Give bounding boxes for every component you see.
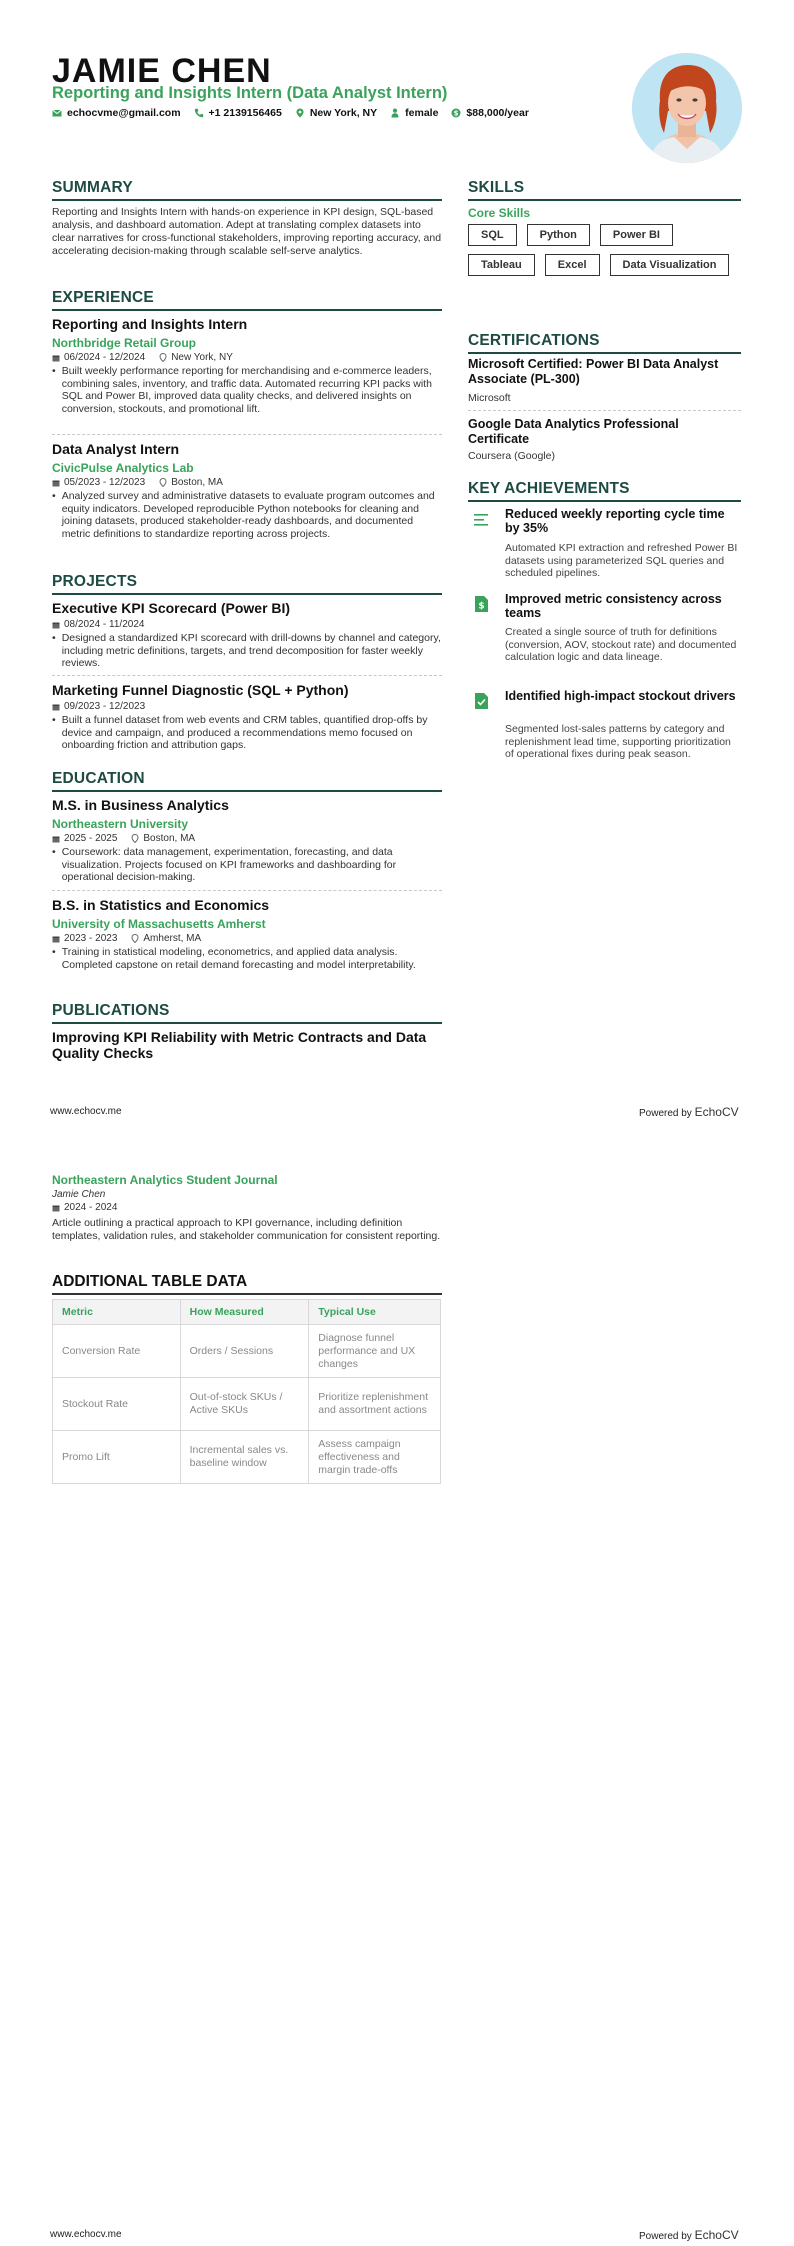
skills-tag-list xyxy=(468,224,741,276)
experience-bullet-text: Analyzed survey and administrative datasets to evaluate program outcomes and equity indicators. Developed reproducible Python notebooks for cleaning and joining datasets, produced stakeholder-ready dashboards, and documented metric definitions to standardize reporting across projects. xyxy=(61,490,435,540)
experience-meta xyxy=(52,477,223,488)
contact-location xyxy=(295,107,377,119)
experience-dates: 05/2023 - 12/2023 xyxy=(64,477,146,488)
dollar-doc-icon xyxy=(475,596,488,612)
location-pin-icon xyxy=(159,353,167,362)
table-header-cell: Metric xyxy=(53,1300,181,1325)
table-cell: Promo Lift xyxy=(53,1431,181,1484)
education-meta xyxy=(52,933,201,944)
project-dates: 08/2024 - 11/2024 xyxy=(64,619,145,630)
footer-powered-label: Powered by xyxy=(639,2231,692,2242)
project-name: Marketing Funnel Diagnostic (SQL + Python) xyxy=(52,682,349,698)
certification-name: Microsoft Certified: Power BI Data Analyst Associate (PL-300) xyxy=(468,357,719,386)
experience-bullet: • Built weekly performance reporting for merchandising and e-commerce leaders, combining sales, inventory, and traffic data. Automated recurring KPI packs with SQL and Power BI, improved data quality checks, and delivered insights on conversion, stockouts, and promotional lift. xyxy=(52,365,442,415)
experience-meta xyxy=(52,352,233,363)
lines-icon xyxy=(474,513,488,527)
footer-url[interactable]: www.echocv.me xyxy=(50,1106,122,1117)
certifications-heading: CERTIFICATIONS xyxy=(468,332,741,354)
achievement-desc: Segmented lost-sales patterns by category and replenishment lead time, supporting prioritization of operational fixes during peak season. xyxy=(505,723,731,760)
education-bullet-text: Coursework: data management, experimentation, forecasting, and data visualization. Projects focused on KPI frameworks and dashboarding for operational decision-making. xyxy=(61,846,397,883)
table-cell: Assess campaign effectiveness and margin trade-offs xyxy=(309,1431,441,1484)
additional-table-heading: ADDITIONAL TABLE DATA xyxy=(52,1273,442,1295)
email-icon xyxy=(52,108,62,118)
achievement-title: Improved metric consistency across teams xyxy=(505,592,722,620)
skills-heading: SKILLS xyxy=(468,179,741,201)
contact-location-text: New York, NY xyxy=(309,107,378,119)
experience-org: CivicPulse Analytics Lab xyxy=(52,461,194,475)
summary-heading: SUMMARY xyxy=(52,179,442,201)
experience-role: Data Analyst Intern xyxy=(52,441,180,457)
skill-tag: Excel xyxy=(545,254,600,276)
footer-powered-by xyxy=(639,1105,739,1119)
table-cell: Conversion Rate xyxy=(53,1325,181,1378)
certification-issuer: Microsoft xyxy=(468,392,511,404)
project-bullet-text: Designed a standardized KPI scorecard with drill-downs by channel and category, including metric definitions, targets, and trend decomposition for faster weekly reviews. xyxy=(61,632,441,669)
table-cell: Diagnose funnel performance and UX changes xyxy=(309,1325,441,1378)
contact-bar xyxy=(52,107,529,119)
table-header-row xyxy=(53,1300,441,1325)
footer-url[interactable]: www.echocv.me xyxy=(50,2229,122,2240)
table-cell: Orders / Sessions xyxy=(180,1325,309,1378)
contact-salary xyxy=(451,107,528,119)
footer-brand: EchoCV xyxy=(694,1105,739,1119)
table-row xyxy=(53,1325,441,1378)
doc-check-icon xyxy=(475,693,488,709)
divider xyxy=(52,434,442,435)
publications-heading: PUBLICATIONS xyxy=(52,1002,442,1024)
certification-issuer: Coursera (Google) xyxy=(468,450,555,462)
location-pin-icon xyxy=(159,478,167,487)
certification-name: Google Data Analytics Professional Certificate xyxy=(468,417,679,446)
footer-brand: EchoCV xyxy=(694,2228,739,2242)
publication-venue: Northeastern Analytics Student Journal xyxy=(52,1173,278,1187)
location-pin-icon xyxy=(131,934,139,943)
education-school: University of Massachusetts Amherst xyxy=(52,917,266,931)
contact-gender xyxy=(390,107,438,119)
skill-tag: Python xyxy=(527,224,590,246)
summary-text: Reporting and Insights Intern with hands-on experience in KPI design, SQL-based analysis, and dashboard automation. Adept at translating complex datasets into clear narratives for cross-functional stakeholders, improving reporting accuracy, and accelerating decision-making through scalable self-serve analytics. xyxy=(52,206,442,257)
project-bullet-text: Built a funnel dataset from web events and CRM tables, quantified drop-offs by device and campaign, and produced a recommendations memo focused on onboarding friction and attribution gaps. xyxy=(61,714,428,751)
publication-description: Article outlining a practical approach to KPI governance, including definition templates, validation rules, and stakeholder communication for consistent reporting. xyxy=(52,1217,441,1242)
achievement-desc: Created a single source of truth for definitions (conversion, AOV, stockout rate) and documented calculation logic and data lineage. xyxy=(505,626,737,663)
divider xyxy=(52,890,442,891)
contact-phone-text: +1 2139156465 xyxy=(208,107,282,119)
skill-tag: Data Visualization xyxy=(610,254,730,276)
dollar-icon xyxy=(451,108,461,118)
table-cell: Incremental sales vs. baseline window xyxy=(180,1431,309,1484)
calendar-icon xyxy=(52,703,60,711)
experience-location: Boston, MA xyxy=(171,477,223,488)
experience-heading: EXPERIENCE xyxy=(52,289,442,311)
education-meta xyxy=(52,833,195,844)
education-dates: 2025 - 2025 xyxy=(64,833,118,844)
education-location: Amherst, MA xyxy=(143,933,202,944)
calendar-icon xyxy=(52,1204,60,1212)
education-bullet: • Training in statistical modeling, econometrics, and applied data analysis. Completed capstone on retail demand forecasting and model interpretability. xyxy=(52,946,442,971)
experience-dates: 06/2024 - 12/2024 xyxy=(64,352,146,363)
skill-tag: Power BI xyxy=(600,224,673,246)
svg-text:$: $ xyxy=(478,601,485,612)
publication-author: Jamie Chen xyxy=(52,1189,106,1200)
calendar-icon xyxy=(52,935,60,943)
calendar-icon xyxy=(52,835,60,843)
table-header-cell: Typical Use xyxy=(309,1300,441,1325)
location-pin-icon xyxy=(295,108,305,118)
table-header-cell: How Measured xyxy=(180,1300,309,1325)
education-location: Boston, MA xyxy=(143,833,196,844)
skill-tag: SQL xyxy=(468,224,517,246)
candidate-headline: Reporting and Insights Intern (Data Analyst Intern) xyxy=(52,84,448,102)
education-bullet: • Coursework: data management, experimentation, forecasting, and data visualization. Projects focused on KPI frameworks and dashboarding for operational decision-making. xyxy=(52,846,442,884)
footer-powered-label: Powered by xyxy=(639,1108,692,1119)
experience-bullet-text: Built weekly performance reporting for merchandising and e-commerce leaders, combining sales, inventory, and traffic data. Automated recurring KPI packs with SQL and Power BI, improved data quality checks, and delivered insights on conversion, stockouts, and promotional lift. xyxy=(61,365,432,415)
contact-email[interactable] xyxy=(52,107,181,119)
achievements-heading: KEY ACHIEVEMENTS xyxy=(468,480,741,502)
contact-phone[interactable] xyxy=(194,107,282,119)
publication-dates: 2024 - 2024 xyxy=(64,1202,118,1213)
education-bullet-text: Training in statistical modeling, econometrics, and applied data analysis. Completed capstone on retail demand forecasting and model interpretability. xyxy=(61,946,416,971)
location-pin-icon xyxy=(131,834,139,843)
experience-role: Reporting and Insights Intern xyxy=(52,316,248,332)
contact-salary-text: $88,000/year xyxy=(466,107,529,119)
project-bullet: • Built a funnel dataset from web events and CRM tables, quantified drop-offs by device and campaign, and produced a recommendations memo focused on onboarding friction and attribution gaps. xyxy=(52,714,442,752)
achievement-title: Reduced weekly reporting cycle time by 35% xyxy=(505,507,725,535)
publication-meta xyxy=(52,1202,117,1213)
education-degree: M.S. in Business Analytics xyxy=(52,797,229,813)
education-degree: B.S. in Statistics and Economics xyxy=(52,897,270,913)
avatar-portrait-icon xyxy=(632,53,742,163)
projects-heading: PROJECTS xyxy=(52,573,442,595)
additional-data-table xyxy=(52,1299,441,1484)
candidate-name: JAMIE CHEN xyxy=(52,52,272,90)
experience-location: New York, NY xyxy=(171,352,233,363)
svg-text:$: $ xyxy=(453,109,459,118)
avatar xyxy=(632,53,742,163)
calendar-icon xyxy=(52,354,60,362)
project-name: Executive KPI Scorecard (Power BI) xyxy=(52,600,291,616)
person-icon xyxy=(390,108,400,118)
project-bullet: • Designed a standardized KPI scorecard with drill-downs by channel and category, including metric definitions, targets, and trend decomposition for faster weekly reviews. xyxy=(52,632,441,669)
achievement-title: Identified high-impact stockout drivers xyxy=(505,689,736,703)
experience-org: Northbridge Retail Group xyxy=(52,336,196,350)
table-cell: Stockout Rate xyxy=(53,1378,181,1431)
table-row xyxy=(53,1431,441,1484)
project-meta xyxy=(52,701,145,712)
contact-email-text: echocvme@gmail.com xyxy=(67,107,181,119)
footer-powered-by xyxy=(639,2228,739,2242)
education-school: Northeastern University xyxy=(52,817,189,831)
calendar-icon xyxy=(52,621,60,629)
table-cell: Prioritize replenishment and assortment actions xyxy=(309,1378,441,1431)
calendar-icon xyxy=(52,479,60,487)
contact-gender-text: female xyxy=(405,107,439,119)
achievement-desc: Automated KPI extraction and refreshed Power BI datasets using parameterized SQL queries and scheduled pipelines. xyxy=(505,542,738,579)
table-row xyxy=(53,1378,441,1431)
divider xyxy=(468,410,741,411)
project-dates: 09/2023 - 12/2023 xyxy=(64,701,146,712)
skill-tag: Tableau xyxy=(468,254,535,276)
phone-icon xyxy=(194,108,204,118)
table-cell: Out-of-stock SKUs / Active SKUs xyxy=(180,1378,309,1431)
project-meta xyxy=(52,619,144,630)
experience-bullet: • Analyzed survey and administrative datasets to evaluate program outcomes and equity indicators. Developed reproducible Python notebooks for cleaning and joining datasets, produced stakeholder-ready dashboards, and documented metric definitions to standardize reporting across projects. xyxy=(52,490,442,540)
divider xyxy=(52,675,442,676)
skills-group-label: Core Skills xyxy=(468,206,531,220)
education-heading: EDUCATION xyxy=(52,770,442,792)
education-dates: 2023 - 2023 xyxy=(64,933,118,944)
publication-title: Improving KPI Reliability with Metric Contracts and Data Quality Checks xyxy=(52,1029,427,1061)
